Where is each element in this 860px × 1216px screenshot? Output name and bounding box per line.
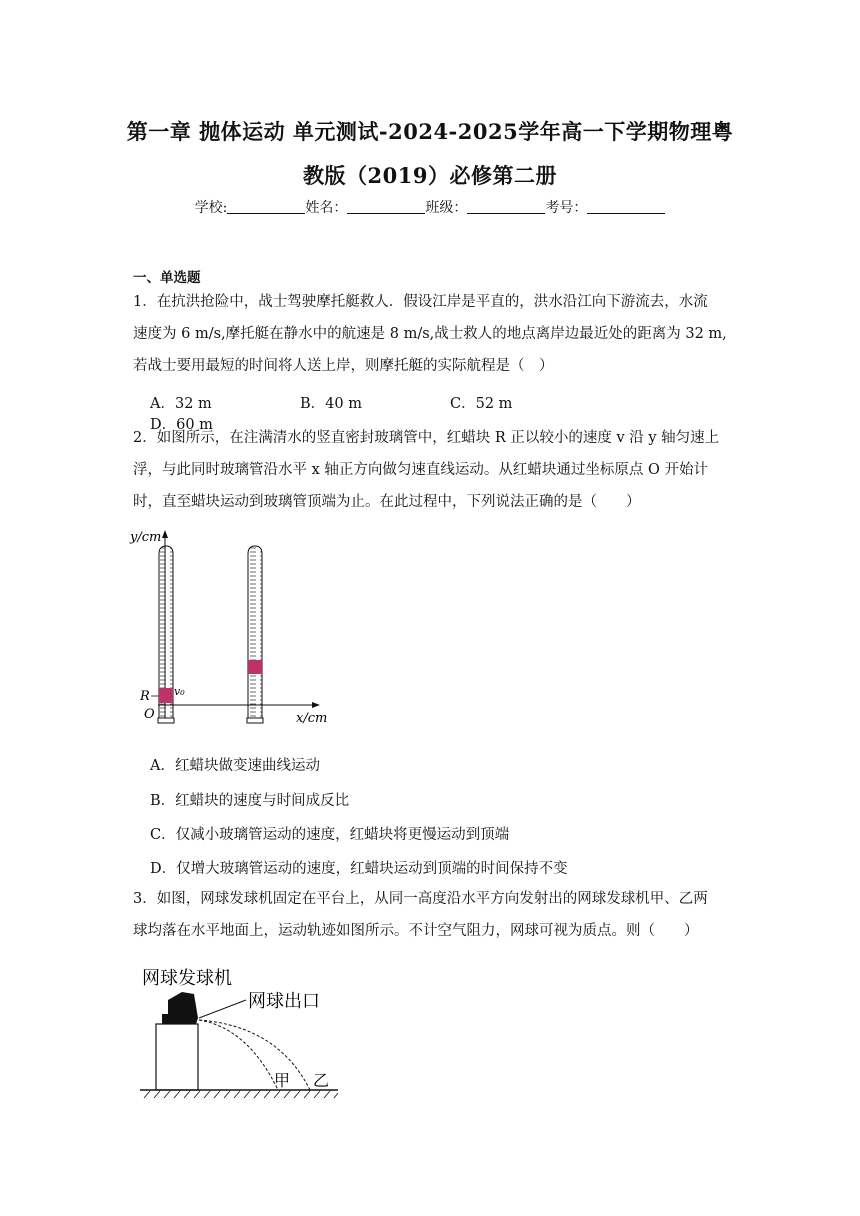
outlet-label: 网球出口 [248,991,320,1012]
q1-line: 速度为 6 m/s,摩托艇在静水中的航速是 8 m/s,战士救人的地点离岸边最近处的距离为 32 m, [133,326,727,342]
block-label: R [140,689,150,704]
name-label: 姓名： [305,200,348,216]
trajectory-b [199,1020,310,1090]
q2-line: 时，直至蜡块运动到玻璃管顶端为止。在此过程中，下列说法正确的是（ ） [133,494,641,510]
student-info-line [0,197,860,217]
ball-b-label: 乙 [313,1071,330,1090]
q1-stem [133,286,733,382]
title-line-1: 第一章 抛体运动 单元测试-2024-2025学年高一下学期物理粤 [126,119,734,144]
name-blank[interactable] [347,200,425,214]
class-label: 班级： [425,200,468,216]
tennis-launcher-figure [138,962,348,1104]
q1-option-d[interactable]: D．60 m [150,417,213,433]
glass-tube-figure [128,522,348,742]
launcher-machine [162,992,198,1024]
q2-stem [133,422,733,518]
q2-option-a[interactable]: A．红蜡块做变速曲线运动 [150,758,320,774]
q3-line: 3．如图，网球发球机固定在平台上，从同一高度沿水平方向发射出的网球发球机甲、乙两 [133,891,708,907]
x-axis-label: x/cm [296,711,328,726]
q2-option-b[interactable]: B．红蜡块的速度与时间成反比 [150,793,350,809]
school-blank[interactable] [227,200,305,214]
q1-line: 1．在抗洪抢险中，战士驾驶摩托艇救人．假设江岸是平直的，洪水沿江向下游流去，水流 [133,294,708,310]
q2-option-c[interactable]: C．仅减小玻璃管运动的速度，红蜡块将更慢运动到顶端 [150,827,510,843]
q1-line: 若战士要用最短的时间将人送上岸，则摩托艇的实际航程是（ ） [133,358,554,374]
class-blank[interactable] [467,200,545,214]
red-wax-block-start [159,688,173,703]
machine-label: 网球发球机 [142,968,232,989]
q2-line: 2．如图所示，在注满清水的竖直密封玻璃管中，红蜡块 R 正以较小的速度 v 沿 y 轴匀速上 [133,430,720,446]
platform [156,1024,198,1090]
q1-option-c[interactable]: C．52 m [450,396,513,412]
q1-option-a[interactable]: A．32 m [150,396,212,412]
q3-line: 球均落在水平地面上，运动轨迹如图所示。不计空气阻力，网球可视为质点。则（ ） [133,923,699,939]
ball-a-label: 甲 [274,1071,291,1090]
velocity-label: v₀ [174,685,185,698]
red-wax-block-later [248,660,262,674]
number-blank[interactable] [587,200,665,214]
title-line-2: 教版（2019）必修第二册 [303,163,557,188]
y-axis-label: y/cm [130,530,162,545]
q3-stem [133,883,733,947]
q2-line: 浮，与此同时玻璃管沿水平 x 轴正方向做匀速直线运动。从红蜡块通过坐标原点 O 开始计 [133,462,708,478]
origin-label: O [144,707,155,722]
right-tube [247,546,263,723]
number-label: 考号： [545,200,588,216]
q2-option-d[interactable]: D．仅增大玻璃管运动的速度，红蜡块运动到顶端的时间保持不变 [150,861,568,877]
q1-option-b[interactable]: B．40 m [300,396,362,412]
school-label: 学校: [194,200,228,216]
trajectory-a [199,1020,278,1090]
section-heading: 一、单选题 [133,270,201,286]
ground-hatch [144,1091,338,1098]
left-tube [158,546,174,723]
